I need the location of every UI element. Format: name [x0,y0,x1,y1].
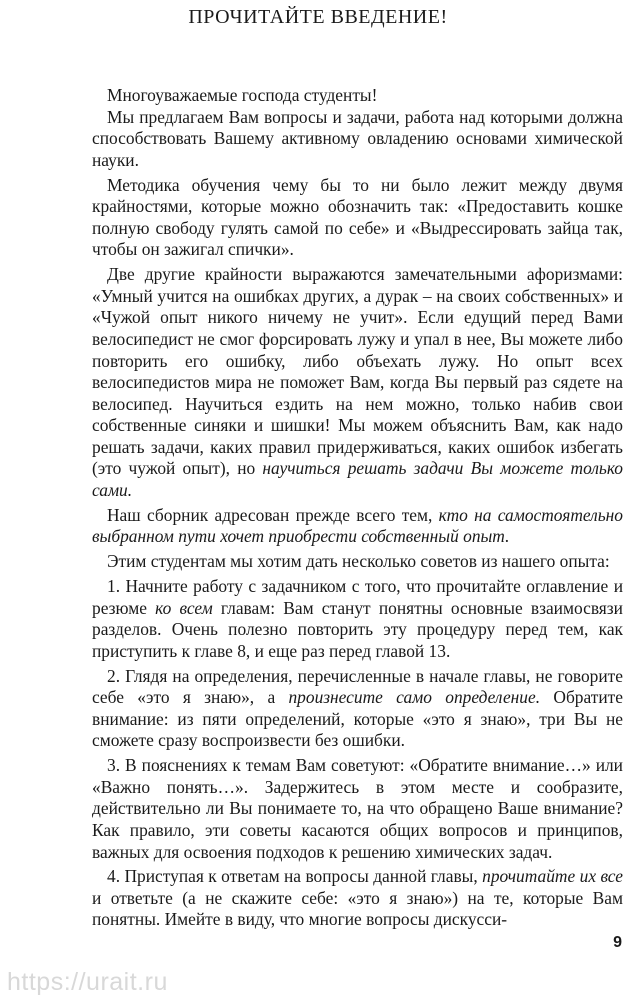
aphorisms-text: Две другие крайности выражаются замечательными афоризмами: «Умный учится на ошибках других, а дурак – на своих собственных» и «Чужой опыт никого ничему не учит». Если едущий перед Вами велосипедист не смог форсировать лужу и упал в нее, Вы можете либо повторить его ошибку, либо объехать лужу. Но опыт всех велосипедистов мира не поможет Вам, когда Вы первый раз сядете на велосипед. Научиться ездить на нем можно, только набив свои собственные синяки и шишки! Мы можем объяснить Вам, как надо решать задачи, каких правил придерживаться, каких ошибок избегать (это чужой опыт), но [92,264,623,479]
advice-item-2 [92,666,623,752]
aphorisms-paragraph [92,264,623,502]
intro-paragraph: Мы предлагаем Вам вопросы и задачи, работа над которыми должна способствовать Вашему активному овладению основами химической науки. [92,106,623,170]
advice-1-text: 1. Начните работу с задачником с того, что прочитайте оглавление и резюме [92,576,623,618]
advice-4-text: 4. Приступая к ответам на вопросы данной главы, [107,866,483,887]
page-number: 9 [613,934,622,951]
advice-2-emphasis: произнесите само определение. [288,687,541,708]
advice-item-4 [92,866,623,931]
page-title: ПРОЧИТАЙТЕ ВВЕДЕНИЕ! [188,6,448,28]
advice-4-text-end: и ответьте (а не скажите себе: «это я знаю») на те, которые Вам понятны. Имейте в виду, что многие вопросы дискусси- [92,887,623,930]
watermark-url: https://urait.ru [7,968,168,996]
advice-4-emphasis: прочитайте их все [482,866,623,887]
audience-paragraph [92,505,623,548]
audience-text: Наш сборник адресован прежде всего тем, [107,504,439,525]
advice-1-text-end: главам: Вам станут понятны основные взаимосвязи разделов. Очень полезно повторить эту процедуру перед тем, как приступить к главе 8, и еще раз перед главой 13. [92,597,623,661]
aphorisms-emphasis: научиться решать задачи Вы можете только сами. [92,458,623,501]
methodology-paragraph: Методика обучения чему бы то ни было лежит между двумя крайностями, которые можно обозначить так: «Предоставить кошке полную свободу гулять самой по себе» и «Выдрессировать зайца так, чтобы он зажигал спички». [92,174,623,260]
body-text [92,85,623,934]
advice-intro-paragraph: Этим студентам мы хотим дать несколько советов из нашего опыта: [107,551,610,572]
audience-emphasis: кто на самостоятельно выбранном пути хочет приобрести собственный опыт. [92,504,624,547]
advice-2-text-end: Обратите внимание: из пяти определений, которые «это я знаю», три Вы не сможете сразу воспроизвести без ошибки. [92,687,623,751]
advice-2-text: 2. Глядя на определения, перечисленные в начале главы, не говорите себе «это я знаю», а [92,665,623,708]
advice-item-3: 3. В пояснениях к темам Вам советуют: «Обратите внимание…» или «Важно понять…». Задержитесь в этом месте и сообразите, действительно ли Вы понимаете то, на что обращено Ваше внимание? Как правило, эти советы касаются общих вопросов и принципов, важных для освоения подходов к решению химических задач. [92,755,623,862]
advice-1-emphasis: ко всем [155,597,213,618]
advice-item-1 [92,576,623,662]
greeting-paragraph: Многоуважаемые господа студенты! [107,85,378,105]
